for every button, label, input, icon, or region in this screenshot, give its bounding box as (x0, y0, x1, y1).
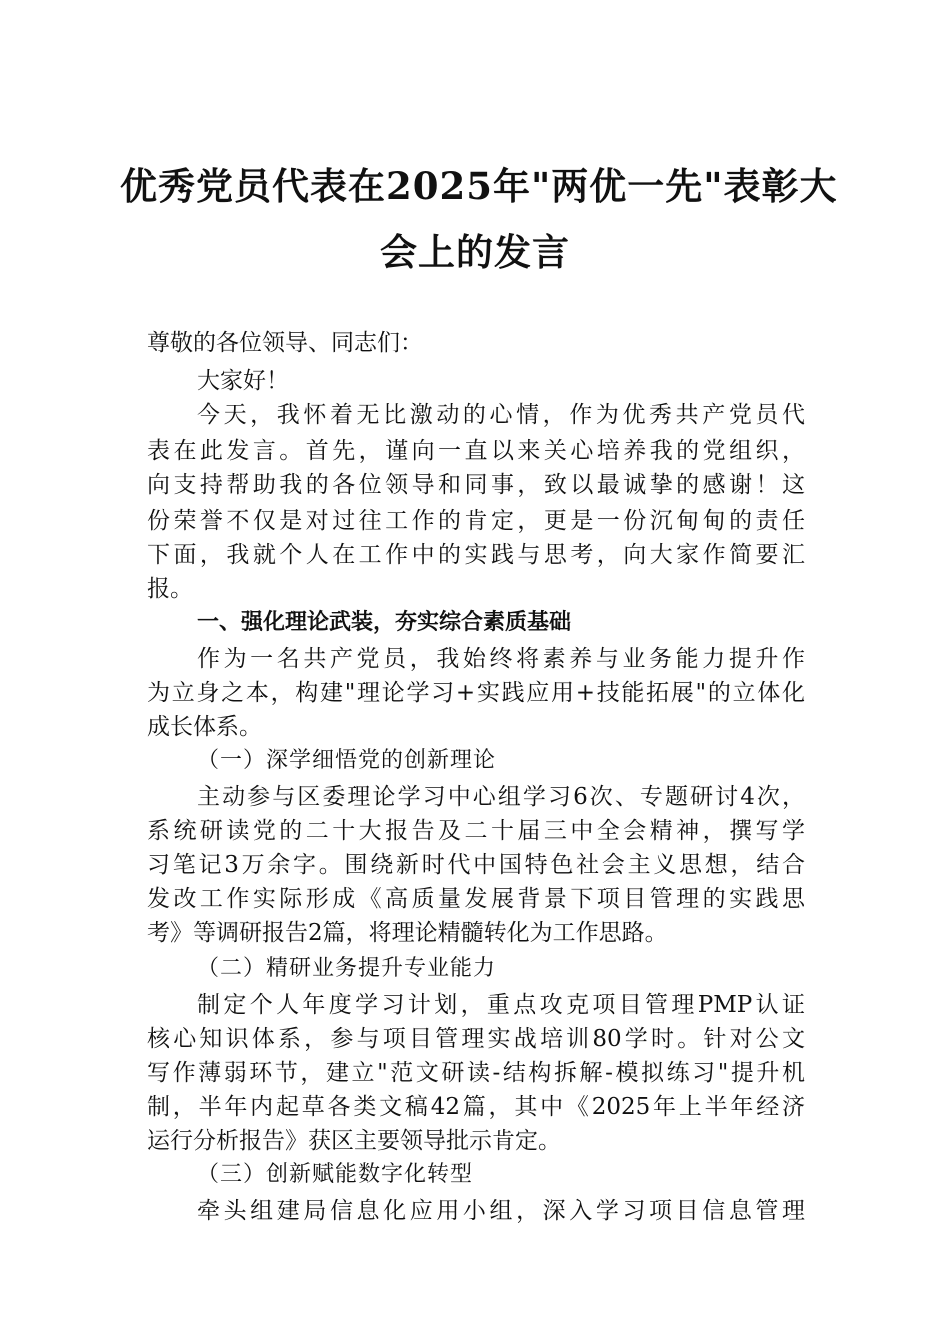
subsection-3-line: 牵头组建局信息化应用小组，深入学习项目信息管理 (197, 1198, 805, 1224)
subsection-2-line: 写作薄弱环节，建立"范文研读-结构拆解-模拟练习"提升机 (147, 1060, 805, 1086)
intro-line: 下面，我就个人在工作中的实践与思考，向大家作简要汇 (147, 542, 805, 568)
section-1-line: 成长体系。 (147, 714, 262, 740)
subsection-1-line: 系统研读党的二十大报告及二十届三中全会精神，撰写学 (147, 818, 805, 844)
subsection-3-heading: （三）创新赋能数字化转型 (197, 1162, 474, 1187)
greeting: 大家好！ (197, 368, 289, 394)
salutation: 尊敬的各位领导、同志们： (147, 330, 423, 356)
section-1-line: 作为一名共产党员，我始终将素养与业务能力提升作 (197, 646, 805, 672)
subsection-2-heading: （二）精研业务提升专业能力 (197, 956, 497, 981)
section-1-heading: 一、强化理论武装，夯实综合素质基础 (197, 610, 572, 635)
intro-line: 表在此发言。首先，谨向一直以来关心培养我的党组织， (147, 438, 805, 464)
subsection-2-line: 制定个人年度学习计划，重点攻克项目管理PMP认证 (197, 992, 805, 1018)
subsection-2-line: 制，半年内起草各类文稿42篇，其中《2025年上半年经济 (147, 1094, 805, 1120)
intro-line: 向支持帮助我的各位领导和同事，致以最诚挚的感谢！这 (147, 472, 805, 498)
intro-line: 今天，我怀着无比激动的心情，作为优秀共产党员代 (197, 402, 805, 428)
document-title-line-1: 优秀党员代表在2025年"两优一先"表彰大 (120, 164, 838, 208)
subsection-1-line: 发改工作实际形成《高质量发展背景下项目管理的实践思 (147, 886, 805, 912)
subsection-1-line: 主动参与区委理论学习中心组学习6次、专题研讨4次， (197, 784, 805, 810)
intro-line: 报。 (147, 576, 193, 602)
subsection-1-heading: （一）深学细悟党的创新理论 (197, 748, 497, 773)
subsection-1-line: 习笔记3万余字。围绕新时代中国特色社会主义思想，结合 (147, 852, 805, 878)
intro-line: 份荣誉不仅是对过往工作的肯定，更是一份沉甸甸的责任 (147, 508, 805, 534)
document-title-line-2: 会上的发言 (380, 230, 570, 274)
section-1-line: 为立身之本，构建"理论学习+实践应用+技能拓展"的立体化 (147, 680, 805, 706)
subsection-2-line: 运行分析报告》获区主要领导批示肯定。 (147, 1128, 561, 1154)
subsection-2-line: 核心知识体系，参与项目管理实战培训80学时。针对公文 (147, 1026, 805, 1052)
subsection-1-line: 考》等调研报告2篇，将理论精髓转化为工作思路。 (147, 920, 668, 946)
